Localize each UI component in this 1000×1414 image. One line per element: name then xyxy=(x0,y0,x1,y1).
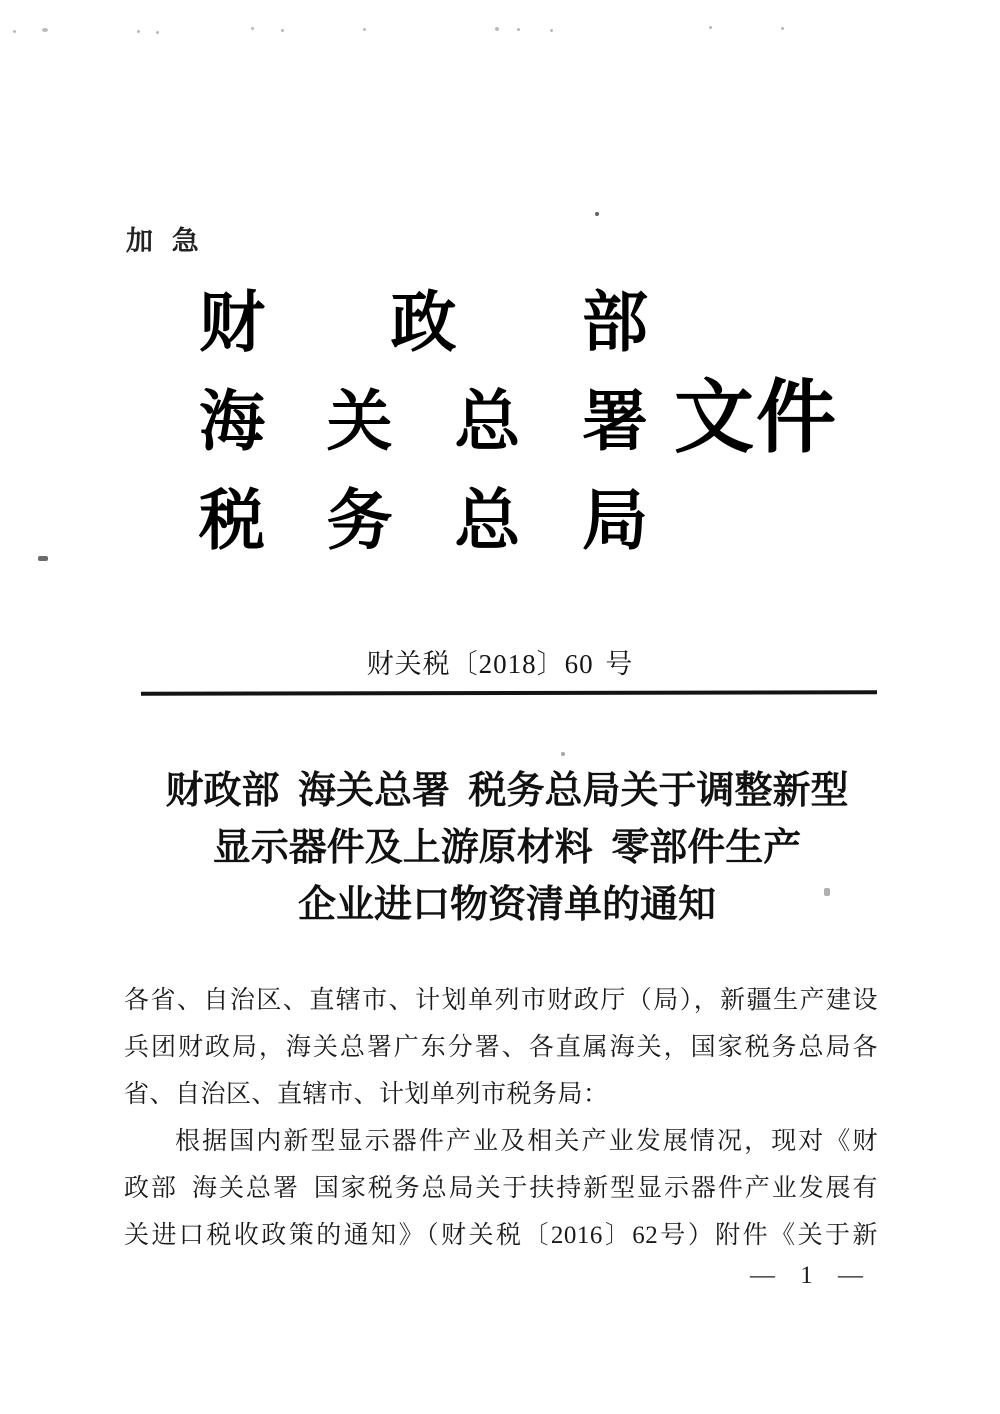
scan-speck xyxy=(251,27,254,30)
paragraph-line: 关进口税收政策的通知》（财关税〔2016〕62号）附件《关于新 xyxy=(124,1222,878,1249)
paragraph-line: 根据国内新型显示器件产业及相关产业发展情况，现对《财 xyxy=(175,1128,878,1155)
letterhead-char: 务 xyxy=(326,485,393,558)
scan-speck xyxy=(363,28,366,31)
page-number: — 1 — xyxy=(750,1262,868,1289)
letterhead-char: 总 xyxy=(454,386,521,459)
letterhead-char: 海 xyxy=(199,386,265,459)
letterhead-agency-taxation xyxy=(199,465,648,564)
recipients-line: 兵团财政局，海关总署广东分署、各直属海关，国家税务总局各 xyxy=(124,1034,878,1061)
doc-title-line: 财政部 海关总署 税务总局关于调整新型 xyxy=(165,770,849,812)
letterhead-rule xyxy=(141,690,877,696)
scan-speck xyxy=(156,31,159,34)
scan-speck xyxy=(38,556,48,561)
urgency-label: 加 急 xyxy=(126,226,200,256)
scan-speck xyxy=(42,28,48,32)
scan-speck xyxy=(595,212,599,216)
recipients-line: 各省、自治区、直辖市、计划单列市财政厅（局），新疆生产建设 xyxy=(124,987,878,1014)
letterhead-agency-customs xyxy=(199,366,648,465)
letterhead-char: 政 xyxy=(390,287,457,360)
letterhead xyxy=(199,267,648,564)
body-text xyxy=(124,977,878,1259)
paragraph-line: 政部 海关总署 国家税务总局关于扶持新型显示器件产业发展有 xyxy=(124,1175,878,1202)
doc-title-line: 显示器件及上游原材料 零部件生产 xyxy=(212,827,802,869)
scan-speck xyxy=(561,752,565,756)
letterhead-char: 部 xyxy=(582,287,648,360)
letterhead-char: 财 xyxy=(199,287,265,360)
scan-speck xyxy=(137,30,140,33)
letterhead-char: 总 xyxy=(454,485,521,558)
scan-speck xyxy=(781,27,784,30)
letterhead-char: 局 xyxy=(581,485,648,558)
doc-title-line: 企业进口物资清单的通知 xyxy=(297,884,716,926)
scan-speck xyxy=(13,30,16,33)
scan-speck xyxy=(517,28,520,31)
letterhead-doc-type-label: 文件 xyxy=(674,375,838,463)
scan-speck xyxy=(550,29,553,32)
letterhead-agency-mof xyxy=(199,267,648,366)
scan-speck xyxy=(709,26,712,29)
scan-speck xyxy=(281,29,284,32)
letterhead-char: 税 xyxy=(199,485,265,558)
doc-number: 财关税〔2018〕60 号 xyxy=(366,649,634,679)
letterhead-char: 关 xyxy=(326,386,393,459)
scan-speck xyxy=(495,27,499,31)
recipients-line: 省、自治区、直辖市、计划单列市税务局： xyxy=(124,1081,609,1108)
doc-title xyxy=(7,763,1000,934)
letterhead-char: 署 xyxy=(581,386,648,459)
